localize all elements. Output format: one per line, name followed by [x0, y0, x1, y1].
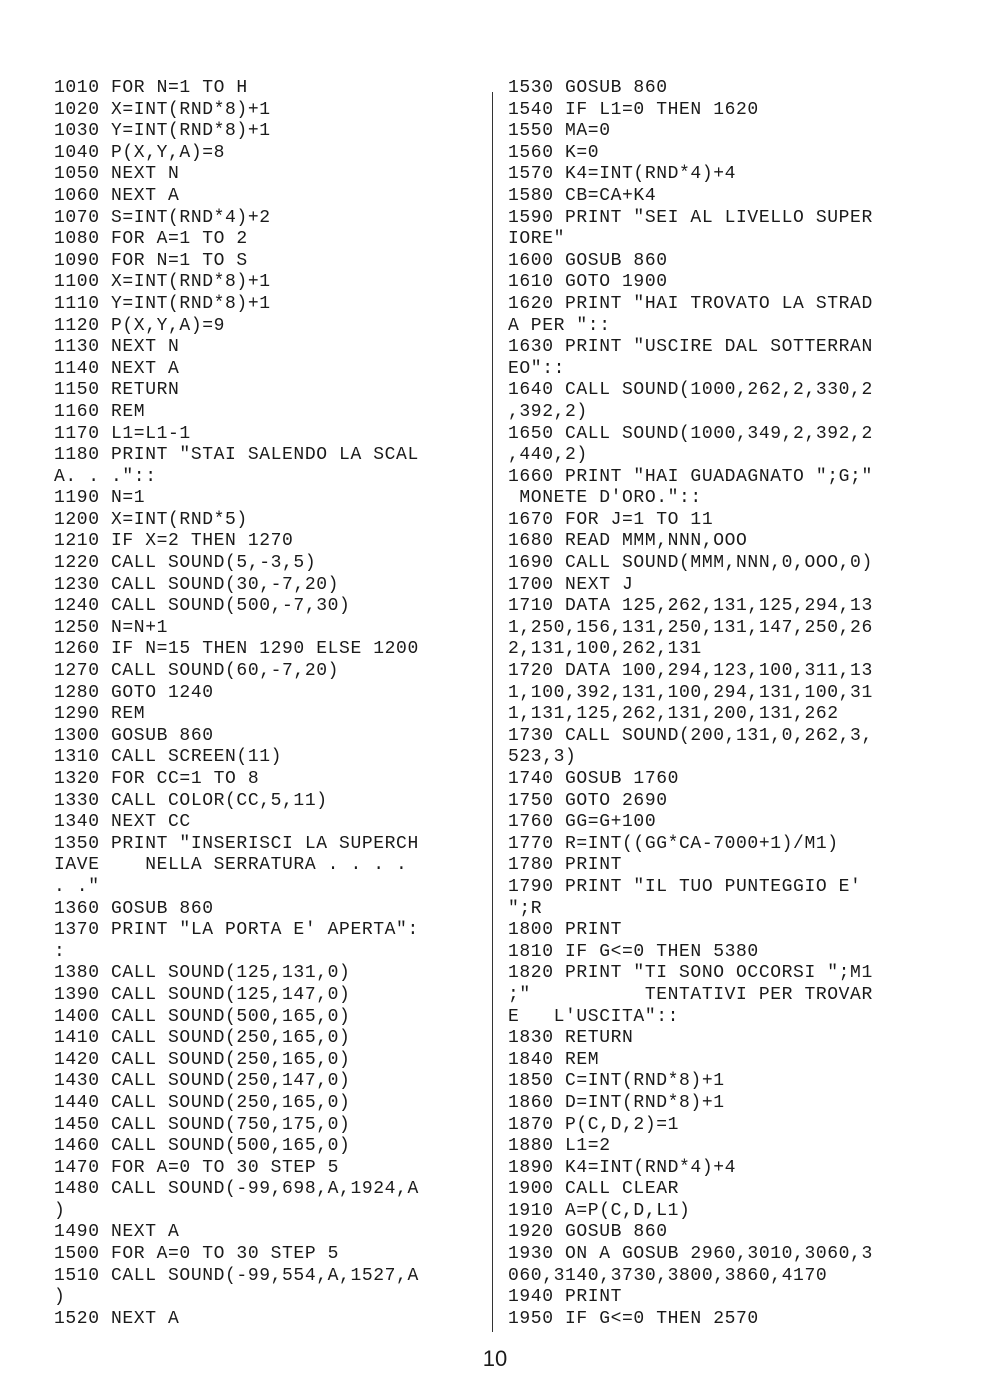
code-line: 1930 ON A GOSUB 2960,3010,3060,3 [508, 1244, 873, 1265]
code-line: 060,3140,3730,3800,3860,4170 [508, 1265, 828, 1286]
code-line: 1900 CALL CLEAR [508, 1179, 680, 1200]
code-line: 523,3) [508, 747, 577, 768]
code-line: 1050 NEXT N [54, 164, 180, 185]
code-line: 1840 REM [508, 1049, 600, 1070]
code-line: 1560 K=0 [508, 142, 600, 163]
code-line: 1630 PRINT "USCIRE DAL SOTTERRAN [508, 337, 873, 358]
code-line: 1340 NEXT CC [54, 812, 191, 833]
code-line: : [54, 941, 66, 962]
code-line: 1610 GOTO 1900 [508, 272, 668, 293]
code-line: ,440,2) [508, 445, 588, 466]
code-line: 1150 RETURN [54, 380, 180, 401]
code-line: 1110 Y=INT(RND*8)+1 [54, 293, 271, 314]
code-line: 1770 R=INT((GG*CA-7000+1)/M1) [508, 833, 839, 854]
code-line: 1880 L1=2 [508, 1136, 611, 1157]
code-line: 1380 CALL SOUND(125,131,0) [54, 963, 351, 984]
code-line: 1580 CB=CA+K4 [508, 185, 657, 206]
code-line: 1020 X=INT(RND*8)+1 [54, 99, 271, 120]
code-line: 1290 REM [54, 704, 146, 725]
code-line: 1170 L1=L1-1 [54, 423, 191, 444]
code-line: ,392,2) [508, 401, 588, 422]
code-line: 1620 PRINT "HAI TROVATO LA STRAD [508, 293, 873, 314]
code-line: 1,100,392,131,100,294,131,100,31 [508, 682, 873, 703]
code-line: 1370 PRINT "LA PORTA E' APERTA": [54, 920, 419, 941]
code-line: IAVE NELLA SERRATURA . . . . [54, 855, 408, 876]
code-line: 1650 CALL SOUND(1000,349,2,392,2 [508, 423, 873, 444]
code-line: A PER ":: [508, 315, 611, 336]
code-line: 1850 C=INT(RND*8)+1 [508, 1071, 725, 1092]
page-number: 10 [482, 1346, 508, 1371]
code-line: 1740 GOSUB 1760 [508, 769, 680, 789]
code-line: 1540 IF L1=0 THEN 1620 [508, 99, 759, 120]
code-line: 1490 NEXT A [54, 1222, 180, 1243]
code-line: 1200 X=INT(RND*5) [54, 509, 248, 530]
code-line: 1800 PRINT [508, 920, 623, 941]
code-line: 1100 X=INT(RND*8)+1 [54, 272, 271, 293]
code-line: 1040 P(X,Y,A)=8 [54, 142, 226, 163]
code-line: 1220 CALL SOUND(5,-3,5) [54, 553, 317, 574]
code-line: 1820 PRINT "TI SONO OCCORSI ";M1 [508, 963, 873, 984]
code-line: 1320 FOR CC=1 TO 8 [54, 769, 260, 789]
right-code-column [508, 78, 938, 1330]
left-code-column [54, 78, 482, 1330]
code-line: 1210 IF X=2 THEN 1270 [54, 531, 294, 552]
code-line: 1300 GOSUB 860 [54, 725, 214, 746]
code-line: 1080 FOR A=1 TO 2 [54, 229, 248, 250]
code-line: 1640 CALL SOUND(1000,262,2,330,2 [508, 380, 873, 401]
code-line: 1680 READ MMM,NNN,OOO [508, 531, 748, 552]
code-line: 1450 CALL SOUND(750,175,0) [54, 1114, 351, 1135]
code-line: EO":: [508, 358, 566, 379]
code-line: 1830 RETURN [508, 1028, 634, 1049]
code-line: 1780 PRINT [508, 855, 623, 876]
code-line: 1240 CALL SOUND(500,-7,30) [54, 596, 351, 617]
code-line: 1600 GOSUB 860 [508, 250, 668, 271]
code-line: 1180 PRINT "STAI SALENDO LA SCAL [54, 445, 419, 466]
code-line: 1690 CALL SOUND(MMM,NNN,0,OOO,0) [508, 553, 873, 574]
code-line: ) [54, 1287, 66, 1308]
code-line: 1810 IF G<=0 THEN 5380 [508, 941, 759, 962]
code-line: 1760 GG=G+100 [508, 812, 657, 833]
code-line: 1400 CALL SOUND(500,165,0) [54, 1006, 351, 1027]
code-line: 1670 FOR J=1 TO 11 [508, 509, 714, 530]
code-line: 1750 GOTO 2690 [508, 790, 668, 811]
code-line: 1270 CALL SOUND(60,-7,20) [54, 661, 340, 682]
code-line: 1710 DATA 125,262,131,125,294,13 [508, 596, 873, 617]
code-line: 1520 NEXT A [54, 1308, 180, 1329]
code-line: 1480 CALL SOUND(-99,698,A,1924,A [54, 1179, 419, 1200]
code-line: 1470 FOR A=0 TO 30 STEP 5 [54, 1157, 340, 1178]
code-line: 1260 IF N=15 THEN 1290 ELSE 1200 [54, 639, 419, 660]
code-line: 1530 GOSUB 860 [508, 78, 668, 98]
code-line: 1230 CALL SOUND(30,-7,20) [54, 574, 340, 595]
code-line: 1070 S=INT(RND*4)+2 [54, 207, 271, 228]
column-divider [492, 92, 493, 1332]
code-line: 1660 PRINT "HAI GUADAGNATO ";G;" [508, 466, 873, 487]
code-line: 1920 GOSUB 860 [508, 1222, 668, 1243]
code-line: 1870 P(C,D,2)=1 [508, 1114, 680, 1135]
code-line: 1420 CALL SOUND(250,165,0) [54, 1049, 351, 1070]
code-line: IORE" [508, 229, 566, 250]
code-line: 1590 PRINT "SEI AL LIVELLO SUPER [508, 207, 873, 228]
code-line: 1940 PRINT [508, 1287, 623, 1308]
code-line: 1250 N=N+1 [54, 617, 169, 638]
code-line: 1890 K4=INT(RND*4)+4 [508, 1157, 737, 1178]
code-line: 1,131,125,262,131,200,131,262 [508, 704, 839, 725]
code-line: 1510 CALL SOUND(-99,554,A,1527,A [54, 1265, 419, 1286]
code-line: 1430 CALL SOUND(250,147,0) [54, 1071, 351, 1092]
code-line: . ." [54, 876, 100, 897]
code-line: 1790 PRINT "IL TUO PUNTEGGIO E' [508, 876, 862, 897]
code-line: 1550 MA=0 [508, 121, 611, 142]
code-line: 1730 CALL SOUND(200,131,0,262,3, [508, 725, 873, 746]
code-line: 1140 NEXT A [54, 358, 180, 379]
code-line: ) [54, 1200, 66, 1221]
code-line: 1390 CALL SOUND(125,147,0) [54, 984, 351, 1005]
code-line: 1030 Y=INT(RND*8)+1 [54, 121, 271, 142]
code-line: 2,131,100,262,131 [508, 639, 702, 660]
code-line: MONETE D'ORO.":: [508, 488, 702, 509]
code-line: ";R [508, 898, 543, 919]
code-line: 1010 FOR N=1 TO H [54, 78, 248, 98]
code-line: 1910 A=P(C,D,L1) [508, 1200, 691, 1221]
code-line: E L'USCITA":: [508, 1006, 680, 1027]
code-line: 1350 PRINT "INSERISCI LA SUPERCH [54, 833, 419, 854]
code-line: 1280 GOTO 1240 [54, 682, 214, 703]
code-line: 1500 FOR A=0 TO 30 STEP 5 [54, 1244, 340, 1265]
code-line: 1410 CALL SOUND(250,165,0) [54, 1028, 351, 1049]
code-line: 1310 CALL SCREEN(11) [54, 747, 283, 768]
code-line: A. . .":: [54, 466, 157, 487]
code-line: 1360 GOSUB 860 [54, 898, 214, 919]
code-line: 1160 REM [54, 401, 146, 422]
code-line: 1860 D=INT(RND*8)+1 [508, 1092, 725, 1113]
code-line: 1060 NEXT A [54, 185, 180, 206]
code-line: 1130 NEXT N [54, 337, 180, 358]
code-line: 1440 CALL SOUND(250,165,0) [54, 1092, 351, 1113]
code-line: 1460 CALL SOUND(500,165,0) [54, 1136, 351, 1157]
code-line: ;" TENTATIVI PER TROVAR [508, 984, 873, 1005]
code-line: 1120 P(X,Y,A)=9 [54, 315, 226, 336]
code-line: 1,250,156,131,250,131,147,250,26 [508, 617, 873, 638]
code-line: 1720 DATA 100,294,123,100,311,13 [508, 661, 873, 682]
code-line: 1700 NEXT J [508, 574, 634, 595]
code-line: 1190 N=1 [54, 488, 146, 509]
code-line: 1330 CALL COLOR(CC,5,11) [54, 790, 328, 811]
code-line: 1570 K4=INT(RND*4)+4 [508, 164, 737, 185]
code-line: 1950 IF G<=0 THEN 2570 [508, 1308, 759, 1329]
code-line: 1090 FOR N=1 TO S [54, 250, 248, 271]
